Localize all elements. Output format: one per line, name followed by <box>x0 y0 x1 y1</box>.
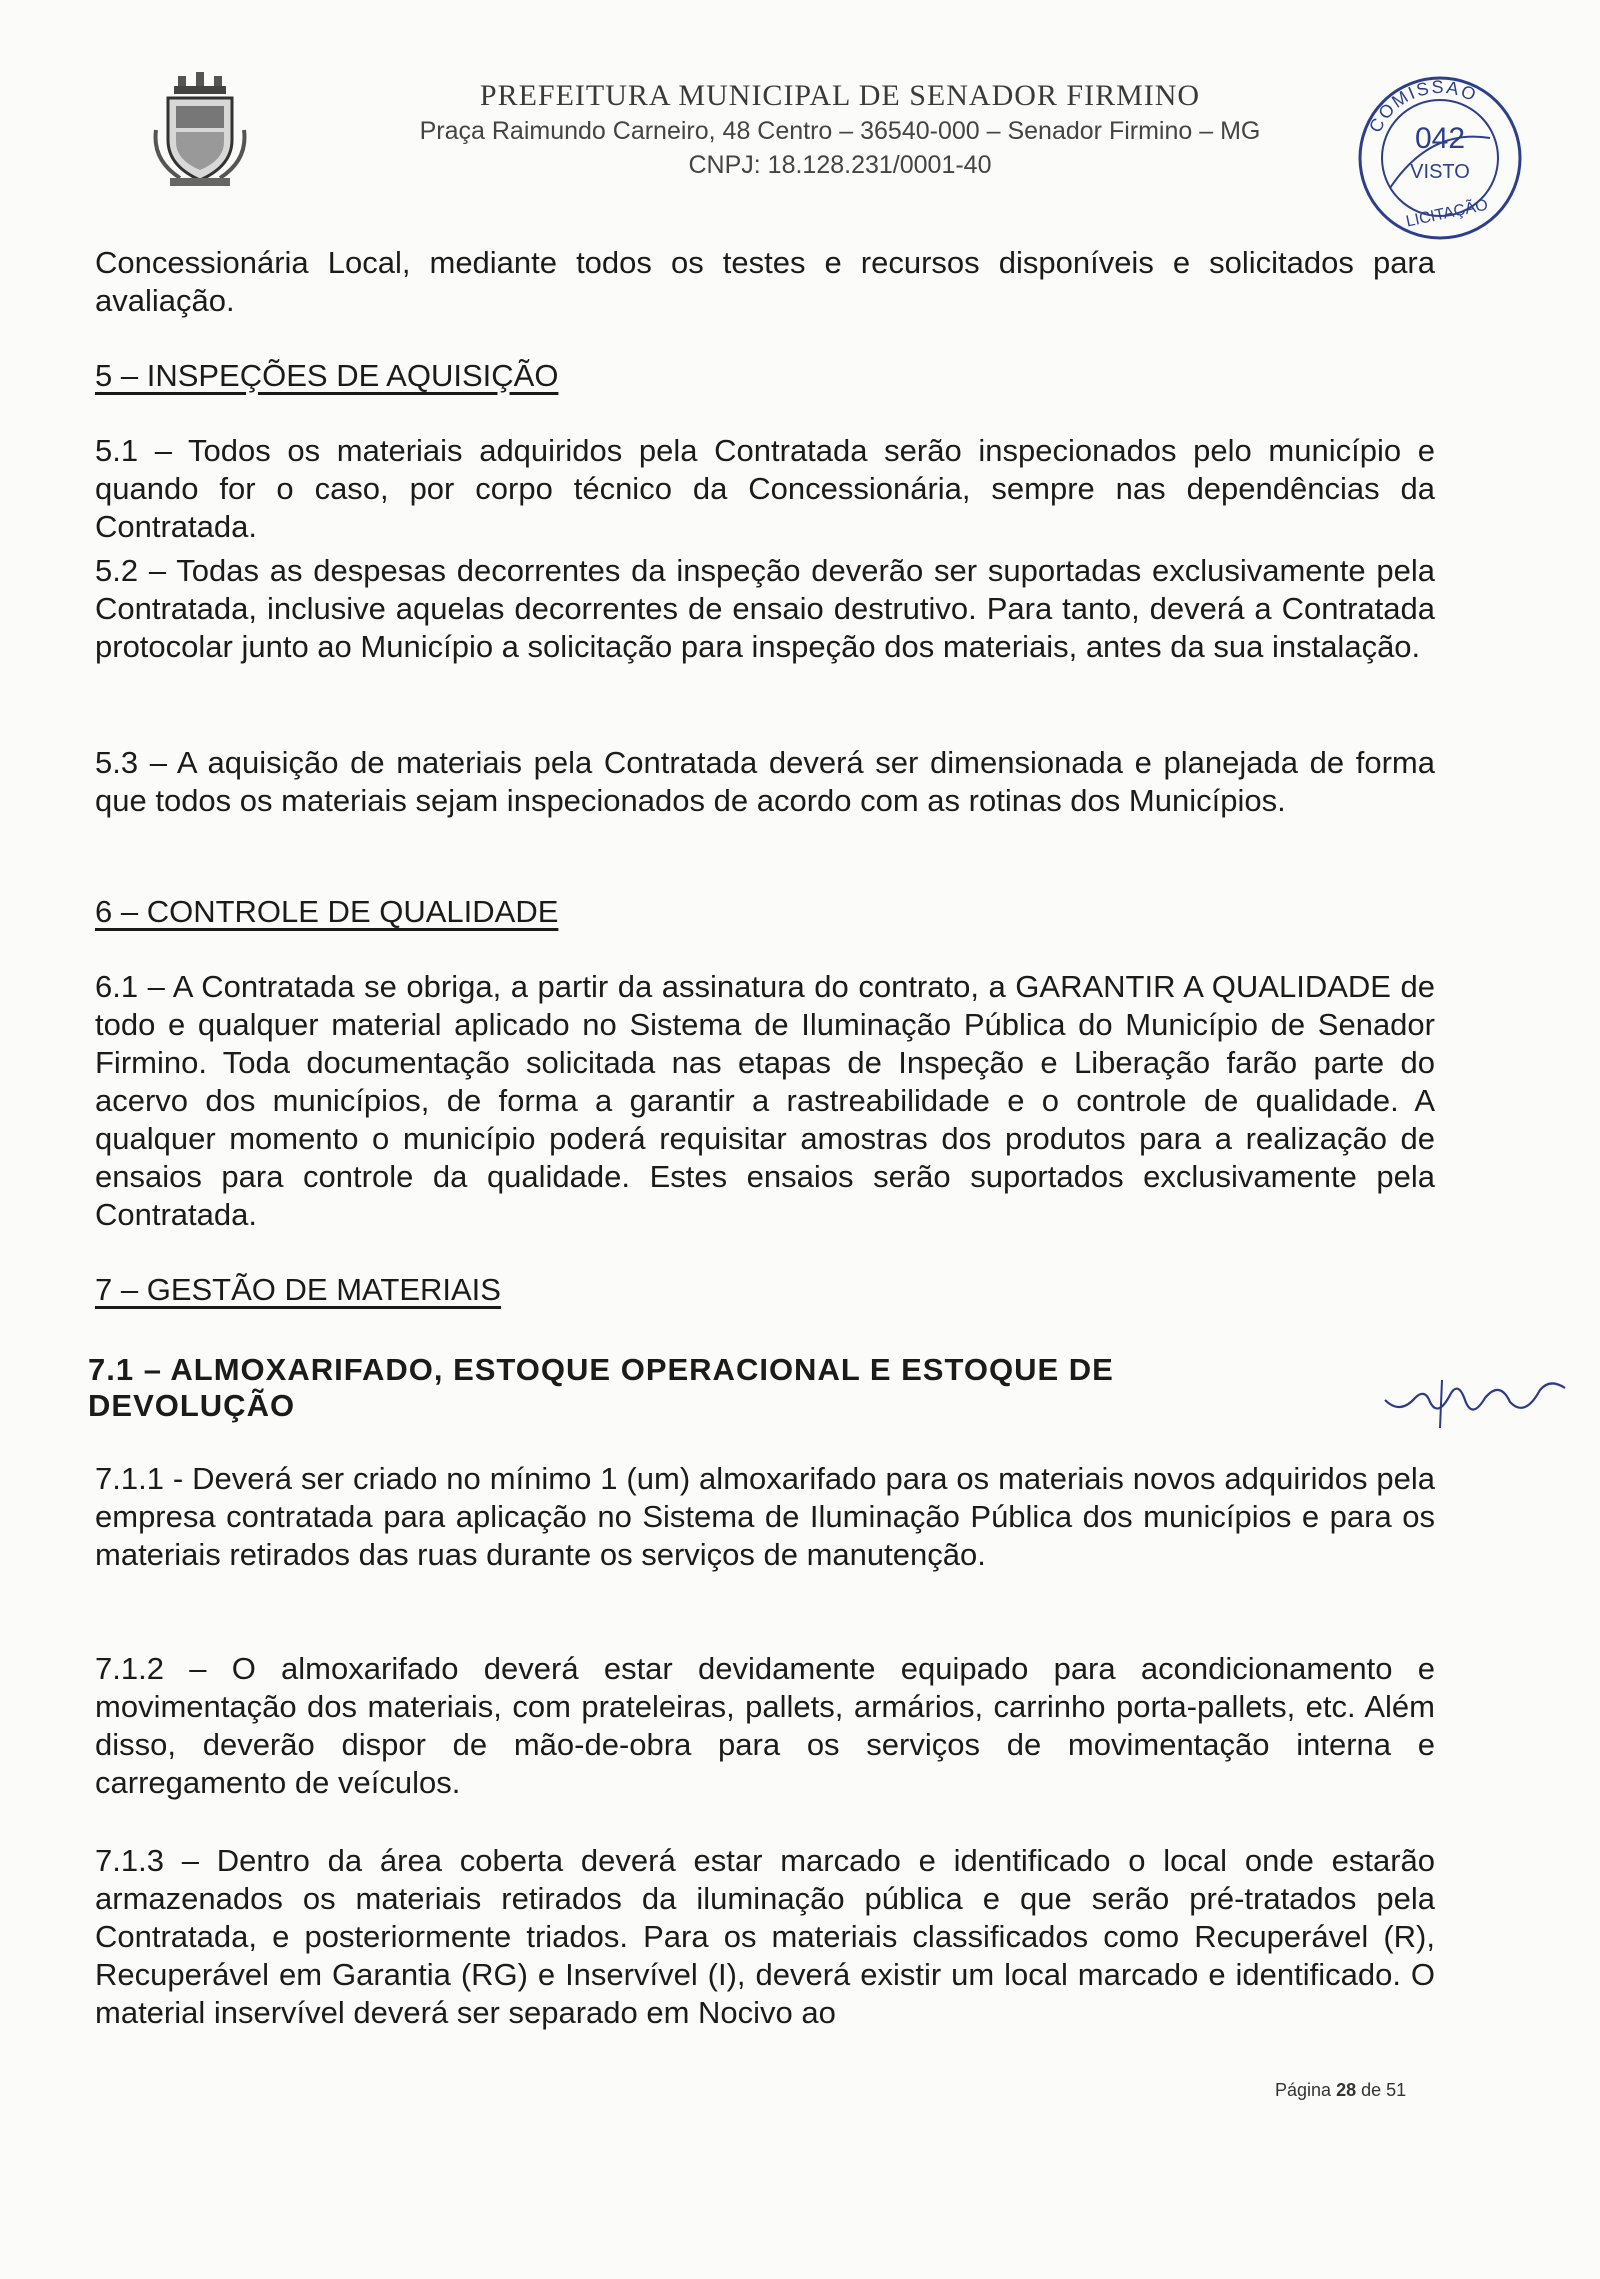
commission-stamp-icon <box>1350 68 1530 248</box>
section-heading-7: 7 – GESTÃO DE MATERIAIS <box>95 1272 501 1307</box>
subsection-heading-7-1: 7.1 – ALMOXARIFADO, ESTOQUE OPERACIONAL E ESTOQUE DE DEVOLUÇÃO <box>88 1352 1114 1423</box>
page-current: 28 <box>1336 2080 1357 2100</box>
municipal-crest-icon <box>150 70 250 190</box>
page-label: Página <box>1275 2080 1332 2100</box>
paragraph-text: 5.2 – Todas as despesas decorrentes da inspeção deverão ser suportadas exclusivamente pela Contratada, inclusive aquelas decorrentes de ensaio destrutivo. Para tanto, deverá a Contratada protocolar junto ao Município a solicitação para inspeção dos materiais, antes da sua instalação. <box>95 553 1435 664</box>
paragraph-7-1-2 <box>95 1650 1435 1802</box>
paragraph-6-1 <box>95 968 1435 1234</box>
stamp-middle-text: VISTO <box>1410 161 1470 183</box>
paragraph-intro <box>95 244 1435 320</box>
section-heading-5: 5 – INSPEÇÕES DE AQUISIÇÃO <box>95 358 559 393</box>
signature-icon <box>1380 1360 1570 1430</box>
stamp-number: 042 <box>1414 122 1466 155</box>
paragraph-text: Concessionária Local, mediante todos os testes e recursos disponíveis e solicitados para avaliação. <box>95 245 1435 318</box>
stamp-top-text: COMISSÃO <box>1365 76 1481 136</box>
municipality-cnpj: CNPJ: 18.128.231/0001-40 <box>688 151 992 179</box>
paragraph-text: 7.1.2 – O almoxarifado deverá estar devidamente equipado para acondicionamento e movimentação dos materiais, com prateleiras, pallets, armários, carrinho porta-pallets, etc. Além disso, deverão dispor de mão-de-obra para os serviços de movimentação interna e carregamento de veículos. <box>95 1651 1435 1800</box>
paragraph-5-2 <box>95 552 1435 666</box>
paragraph-text: 5.1 – Todos os materiais adquiridos pela Contratada serão inspecionados pelo município e quando for o caso, por corpo técnico da Concessionária, sempre nas dependências da Contratada. <box>95 433 1435 544</box>
paragraph-text: 7.1.1 - Deverá ser criado no mínimo 1 (um) almoxarifado para os materiais novos adquiridos pela empresa contratada para aplicação no Sistema de Iluminação Pública dos municípios e para os materiais retirados das ruas durante os serviços de manutenção. <box>95 1461 1435 1572</box>
municipality-name: PREFEITURA MUNICIPAL DE SENADOR FIRMINO <box>479 79 1201 112</box>
paragraph-5-3 <box>95 744 1435 820</box>
paragraph-7-1-1 <box>95 1460 1435 1574</box>
section-heading-6: 6 – CONTROLE DE QUALIDADE <box>95 894 559 929</box>
page-separator: de <box>1361 2080 1382 2100</box>
page-number <box>1275 2080 1406 2101</box>
paragraph-5-1 <box>95 432 1435 546</box>
municipality-address: Praça Raimundo Carneiro, 48 Centro – 36540-000 – Senador Firmino – MG <box>419 117 1261 145</box>
letterhead <box>330 78 1350 182</box>
paragraph-text: 5.3 – A aquisição de materiais pela Contratada deverá ser dimensionada e planejada de forma que todos os materiais sejam inspecionados de acordo com as rotinas dos Municípios. <box>95 745 1435 818</box>
paragraph-text: 7.1.3 – Dentro da área coberta deverá estar marcado e identificado o local onde estarão armazenados os materiais retirados da iluminação pública e que serão pré-tratados pela Contratada, e posteriormente triados. Para os materiais classificados como Recuperável (R), Recuperável em Garantia (RG) e Inservível (I), deverá existir um local marcado e identificado. O material inservível deverá ser separado em Nocivo ao <box>95 1843 1435 2030</box>
stamp-bottom-text: LICITAÇÃO <box>1404 196 1490 231</box>
paragraph-text: 6.1 – A Contratada se obriga, a partir da assinatura do contrato, a GARANTIR A QUALIDADE de todo e qualquer material aplicado no Sistema de Iluminação Pública do Município de Senador Firmino. Toda documentação solicitada nas etapas de Inspeção e Liberação farão parte do acervo dos municípios, de forma a garantir a rastreabilidade e o controle de qualidade. A qualquer momento o município poderá requisitar amostras dos produtos para a realização de ensaios para controle da qualidade. Estes ensaios serão suportados exclusivamente pela Contratada. <box>95 969 1435 1232</box>
page-total: 51 <box>1386 2080 1407 2100</box>
paragraph-7-1-3 <box>95 1842 1435 2032</box>
